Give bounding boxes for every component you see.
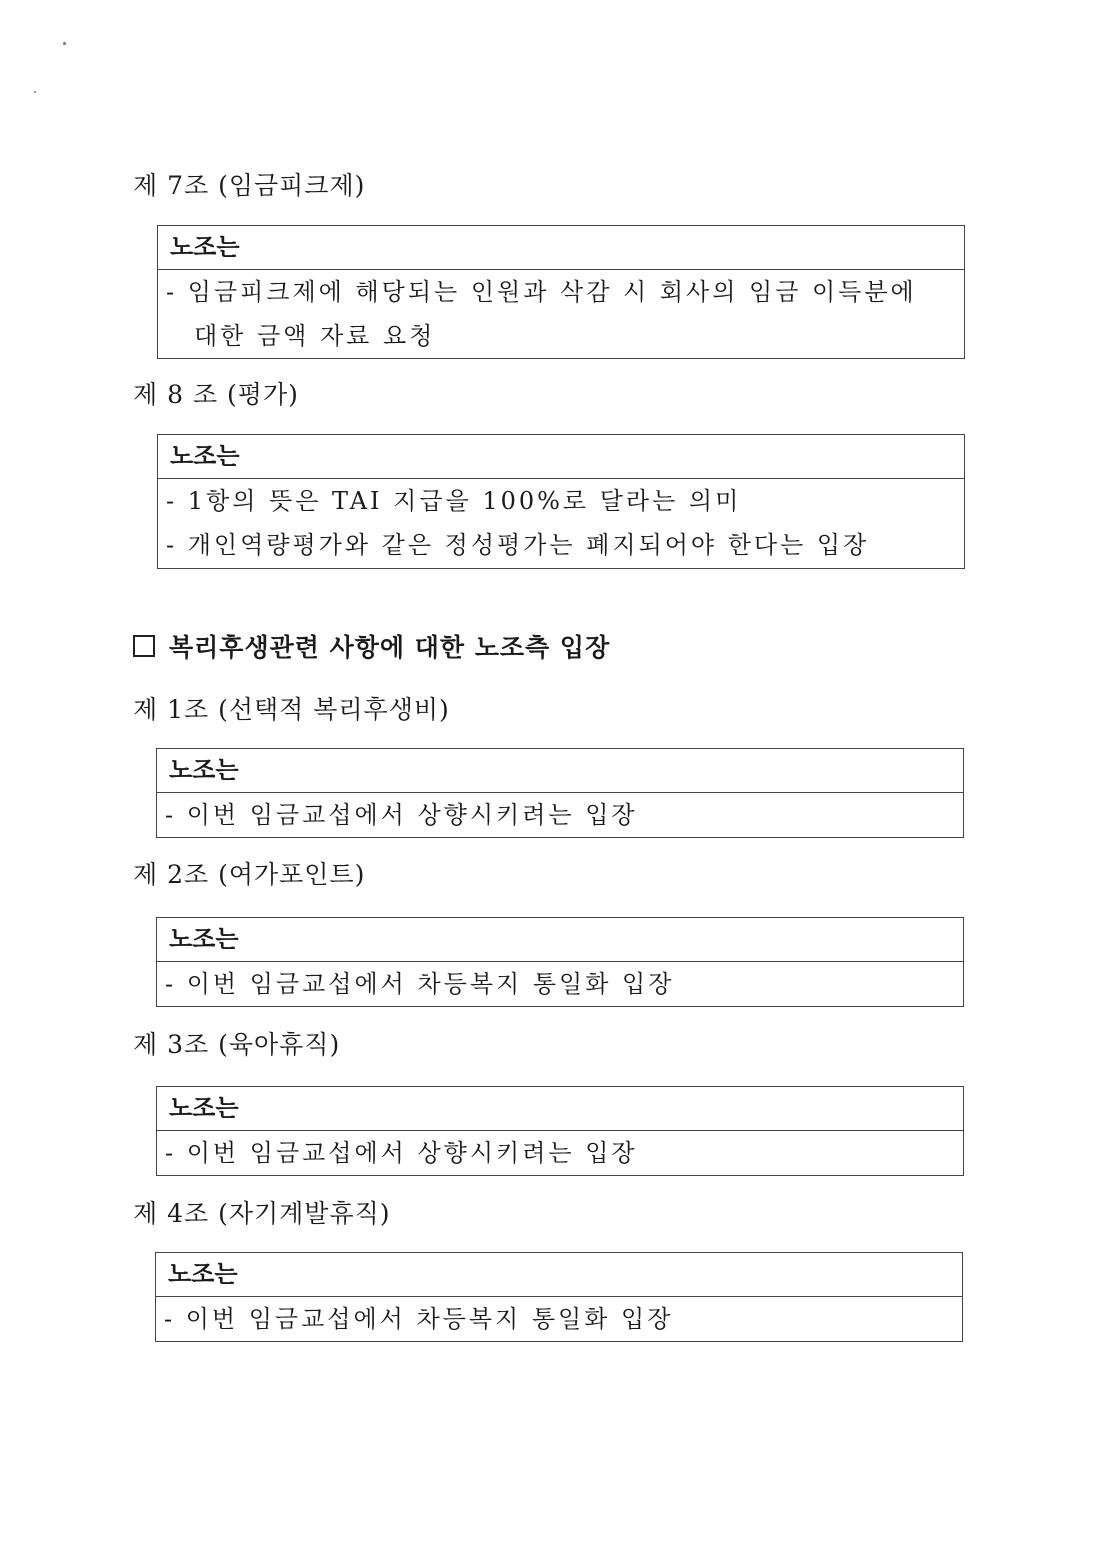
box-title: 노조는 (157, 749, 963, 793)
article-heading: 제 2조 (여가포인트) (133, 860, 366, 889)
section-title-text: 복리후생관련 사항에 대한 노조측 입장 (169, 633, 611, 662)
box-line: - 이번 임금교섭에서 상향시키려는 입장 (165, 801, 638, 829)
box-body (158, 270, 964, 358)
box-body (156, 1297, 962, 1341)
box-line: - 이번 임금교섭에서 차등복지 통일화 입장 (164, 1305, 674, 1333)
box-line: - 이번 임금교섭에서 차등복지 통일화 입장 (165, 970, 675, 998)
union-position-box (157, 434, 965, 569)
box-body (158, 479, 964, 567)
box-line: 대한 금액 자료 요청 (194, 322, 436, 350)
article-heading: 제 1조 (선택적 복리후생비) (133, 695, 450, 724)
box-title: 노조는 (158, 226, 964, 270)
article-heading: 제 4조 (자기계발휴직) (133, 1199, 391, 1228)
box-body (157, 1131, 963, 1175)
box-body (157, 793, 963, 837)
section-title (133, 628, 610, 664)
box-line: - 이번 임금교섭에서 상향시키려는 입장 (165, 1139, 638, 1167)
union-position-box (156, 917, 964, 1007)
box-title: 노조는 (157, 1087, 963, 1131)
scan-speck (34, 91, 36, 93)
scan-speck (63, 42, 66, 45)
union-position-box (157, 225, 965, 359)
article-heading: 제 8 조 (평가) (133, 380, 299, 409)
box-line: - 임금피크제에 해당되는 인원과 삭감 시 회사의 임금 이득분에 (166, 278, 917, 306)
box-title: 노조는 (157, 918, 963, 962)
union-position-box (156, 748, 964, 838)
box-line: - 1항의 뜻은 TAI 지급을 100%로 달라는 의미 (166, 487, 742, 515)
box-body (157, 962, 963, 1006)
box-line: - 개인역량평가와 같은 정성평가는 폐지되어야 한다는 입장 (166, 531, 870, 559)
box-title: 노조는 (158, 435, 964, 479)
article-heading: 제 3조 (육아휴직) (133, 1030, 341, 1059)
box-title: 노조는 (156, 1253, 962, 1297)
union-position-box (156, 1086, 964, 1176)
union-position-box (155, 1252, 963, 1342)
checkbox-square-icon (133, 635, 155, 657)
article-heading: 제 7조 (임금피크제) (133, 171, 366, 200)
